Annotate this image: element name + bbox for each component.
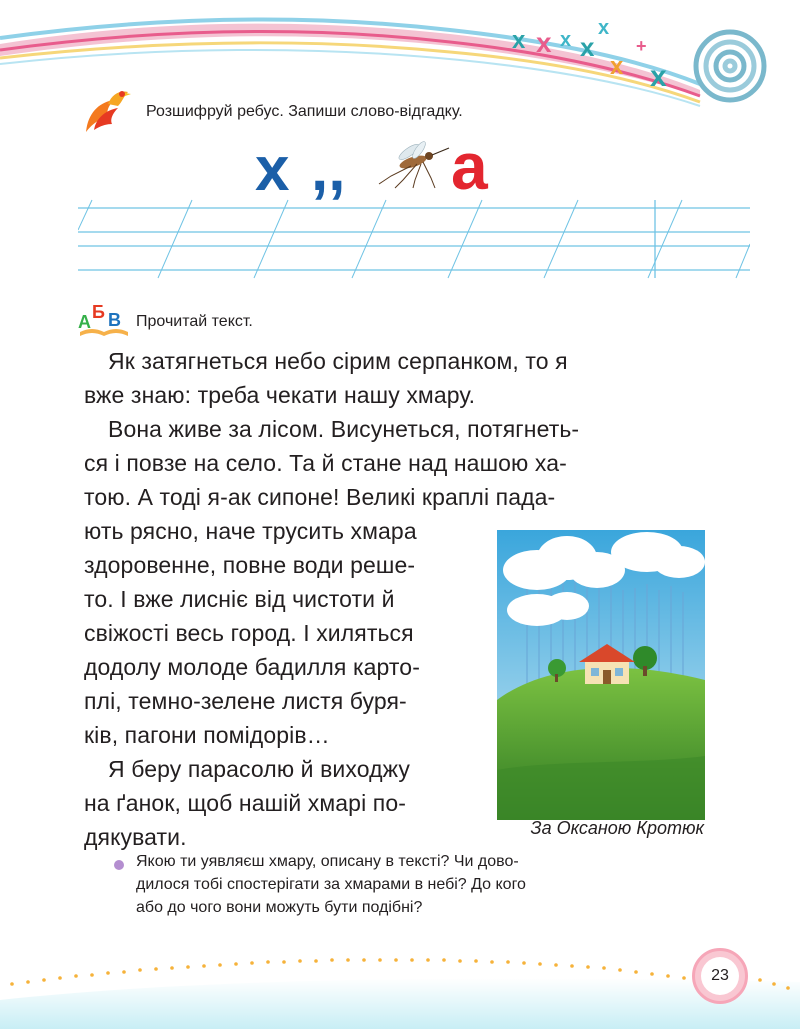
- text-line: здоровенне, повне води реше-: [84, 552, 416, 578]
- rebus: [255, 129, 535, 204]
- question-line: або до чого вони можуть бути подібні?: [136, 899, 423, 916]
- page-number-badge: [692, 948, 748, 1004]
- text-line: то. І вже лиснiє від чистоти й: [84, 586, 395, 612]
- rebus-commas: ,,: [311, 135, 346, 204]
- page-number: 23: [701, 957, 739, 995]
- phoenix-bird-icon: [78, 82, 132, 136]
- rain-over-house-illustration: [497, 530, 705, 820]
- text-line: ків, пагони помідорів…: [84, 722, 330, 748]
- text-author: За Оксаною Кротюк: [530, 818, 704, 838]
- svg-text:+: +: [636, 36, 647, 56]
- text-line: плі, темно-зелене листя буря-: [84, 688, 407, 714]
- text-line: Як затягнеться небо сірим серпанком, то я: [108, 348, 568, 374]
- svg-text:x: x: [536, 27, 552, 58]
- task2-instruction: Прочитай текст.: [136, 313, 253, 330]
- svg-text:А: А: [78, 312, 91, 332]
- mosquito-icon: [373, 140, 451, 190]
- question-line: дилося тобі спостерігати за хмарами в небі? До кого: [136, 876, 526, 893]
- handwriting-lines: [78, 196, 750, 280]
- text-line: Вона живе за лісом. Висунеться, потягнеть-: [108, 416, 580, 442]
- text-line: на ґанок, щоб нашій хмарі по-: [84, 790, 406, 816]
- svg-text:x: x: [610, 53, 624, 80]
- text-line: вже знаю: треба чекати нашу хмару.: [84, 382, 476, 408]
- rebus-letter-x: х: [255, 135, 290, 204]
- svg-text:x: x: [560, 29, 572, 51]
- discussion-question: [136, 850, 696, 919]
- text-line: ся і повзе на село. Та й стане над нашою ха-: [84, 450, 567, 476]
- svg-text:x: x: [598, 17, 610, 39]
- text-line: дякувати.: [84, 824, 187, 850]
- svg-text:Б: Б: [92, 302, 105, 322]
- text-line: тою. А тоді я-ак сипоне! Великі краплі пада-: [84, 484, 556, 510]
- svg-text:x: x: [650, 60, 667, 93]
- text-line: Я беру парасолю й виходжу: [108, 756, 410, 782]
- text-line: додолу молоде бадилля карто-: [84, 654, 420, 680]
- svg-text:В: В: [108, 310, 121, 330]
- paragraph-1: [84, 344, 694, 412]
- text-line: ють рясно, наче трусить хмара: [84, 518, 417, 544]
- svg-text:x: x: [512, 27, 526, 54]
- rebus-letter-a: а: [451, 129, 488, 203]
- alphabet-book-icon: [78, 302, 130, 338]
- svg-text:x: x: [580, 32, 595, 62]
- text-line: свіжості весь город. І хиляться: [84, 620, 414, 646]
- question-line: Якою ти уявляєш хмару, описану в тексті? Чи дово-: [136, 853, 519, 870]
- footer-decoration: [0, 940, 800, 1029]
- task1-instruction: Розшифруй ребус. Запиши слово-відгадку.: [146, 103, 463, 120]
- bullet-icon: [114, 860, 124, 870]
